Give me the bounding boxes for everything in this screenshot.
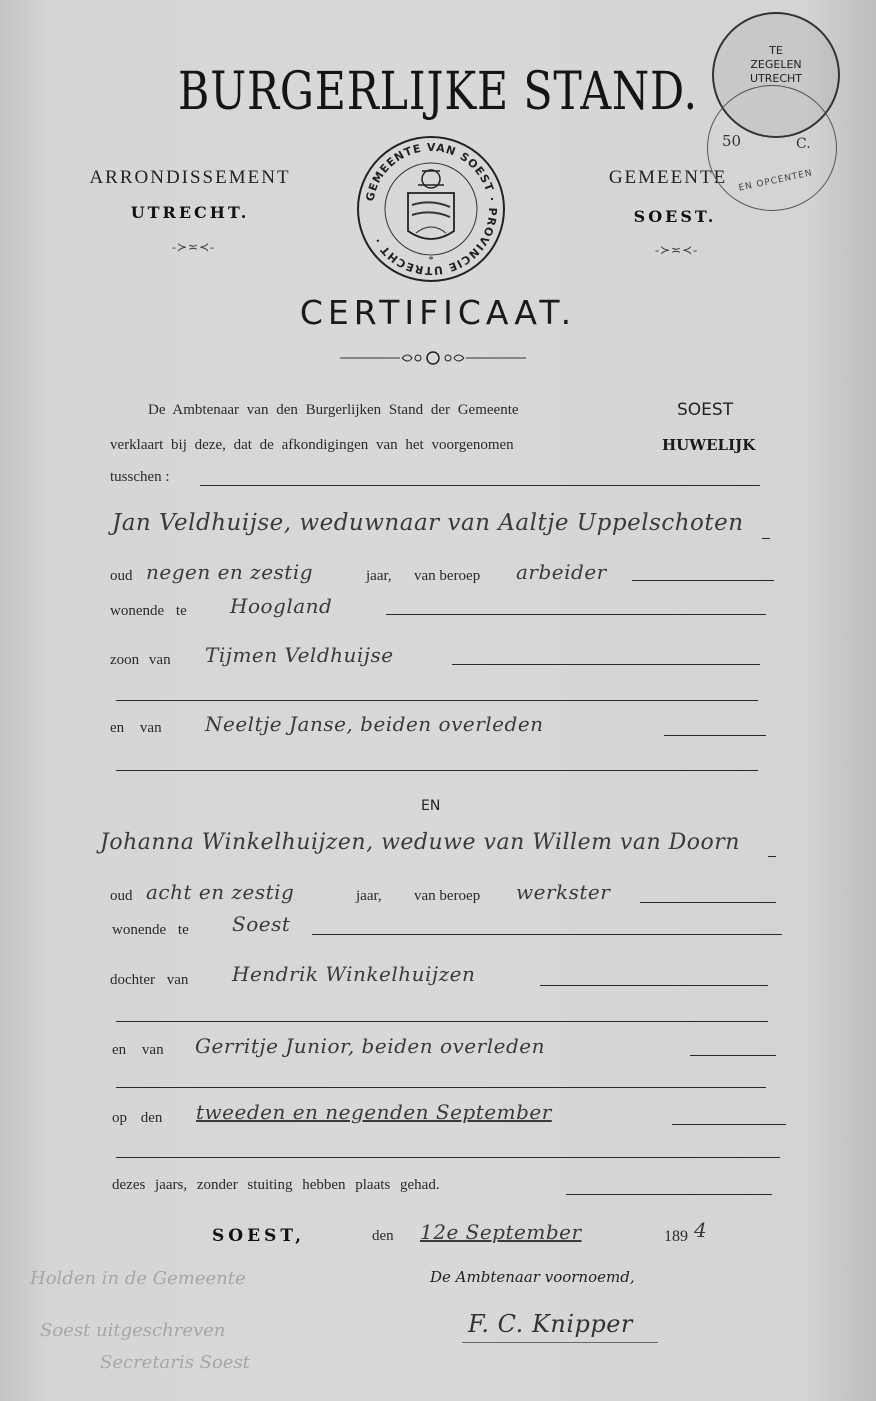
groom-mother: Neeltje Janse, beiden overleden [205,712,544,736]
rule-groom-mother-2 [116,770,758,771]
rule-tusschen [200,485,760,486]
bride-age: acht en zestig [146,880,295,904]
en-separator: EN [421,798,441,814]
certificate-title: CERTIFICAAT. [299,293,577,332]
left-ornament-icon: -≻≍≺- [172,240,216,254]
right-ornament-icon: -≻≍≺- [655,243,699,257]
bride-residence: Soest [232,912,291,936]
rule-groom-father-2 [116,700,758,701]
groom-name: Jan Veldhuijse, weduwnaar van Aaltje Uppelschoten [112,510,744,536]
groom-wonende-label: wonende te [110,603,187,619]
rule-closing [566,1194,772,1195]
groom-father: Tijmen Veldhuijse [205,643,394,667]
groom-parent-label: zoon van [110,652,171,668]
tax-stamp-top-icon: TE ZEGELEN UTRECHT [712,12,840,138]
gemeente-value: SOEST. [633,207,717,226]
groom-jaar-label: jaar, [366,568,392,584]
page-title: BURGERLIJKE STAND. [178,62,698,122]
groom-oud-label: oud [110,568,133,584]
bride-en-van-label: en van [112,1042,164,1058]
svg-text:*: * [428,255,434,266]
arrondissement-label: ARRONDISSEMENT [89,167,291,188]
proclamation-date: tweeden en negenden September [196,1100,552,1124]
closing-line: dezes jaars, zonder stuiting hebben plaats gehad. [112,1177,440,1193]
groom-occupation: arbeider [516,560,607,584]
intro-line-3: tusschen : [110,469,170,485]
issue-place: SOEST, [212,1226,306,1246]
signature-name: F. C. Knipper [468,1310,633,1338]
rule-bride-occupation [640,902,776,903]
arrondissement-value: UTRECHT. [130,203,250,222]
bride-parent-label: dochter van [110,972,189,988]
bride-father: Hendrik Winkelhuijzen [232,962,476,986]
intro-huwelijk: HUWELIJK [662,436,756,454]
bride-mother: Gerritje Junior, beiden overleden [195,1034,545,1058]
groom-en-van-label: en van [110,720,162,736]
groom-age: negen en zestig [146,560,314,584]
svg-text:GEMEENTE VAN SOEST · PROVINCIE: GEMEENTE VAN SOEST · PROVINCIE UTRECHT · [363,140,500,278]
tax-stamp-bottom-icon: 50 C. EN OPCENTEN [707,85,837,211]
bride-occupation: werkster [516,880,611,904]
rule-bride-name [768,856,776,857]
rule-groom-occupation [632,580,774,581]
divider-ornament-icon [340,348,526,368]
rule-groom-mother [664,735,766,736]
rule-bride-father-2 [116,1021,768,1022]
rule-bride-residence [312,934,782,935]
rule-groom-name [762,538,770,539]
issue-year-suffix: 4 [694,1218,708,1242]
margin-note-line-3: Secretaris Soest [100,1352,250,1373]
bride-beroep-label: van beroep [414,888,481,904]
rule-proclamation-date [672,1124,786,1125]
rule-groom-father [452,664,760,665]
intro-line-1: De Ambtenaar van den Burgerlijken Stand der Gemeente [148,402,519,418]
groom-residence: Hoogland [230,594,333,618]
margin-note-line-1: Holden in de Gemeente [30,1268,246,1289]
issue-date: 12e September [420,1220,582,1244]
bride-jaar-label: jaar, [356,888,382,904]
rule-bride-mother [690,1055,776,1056]
bride-name: Johanna Winkelhuijzen, weduwe van Willem van Doorn [100,830,740,855]
rule-bride-mother-2 [116,1087,766,1088]
margin-note-line-2: Soest uitgeschreven [40,1320,226,1341]
gemeente-label: GEMEENTE [608,167,728,188]
bride-oud-label: oud [110,888,133,904]
intro-line-2: verklaart bij deze, dat de afkondigingen van het voorgenomen [110,437,514,453]
signature-underline [462,1342,658,1343]
intro-municipality: SOEST [677,400,734,420]
municipal-seal-icon [356,135,506,283]
rule-groom-residence [386,614,766,615]
op-den-label: op den [112,1110,163,1126]
groom-beroep-label: van beroep [414,568,481,584]
rule-proclamation-date-2 [116,1157,780,1158]
signature-caption: De Ambtenaar voornoemd, [430,1268,635,1286]
rule-bride-father [540,985,768,986]
bride-wonende-label: wonende te [112,922,189,938]
issue-den-label: den [372,1228,394,1244]
issue-year-prefix: 189 [664,1228,688,1245]
